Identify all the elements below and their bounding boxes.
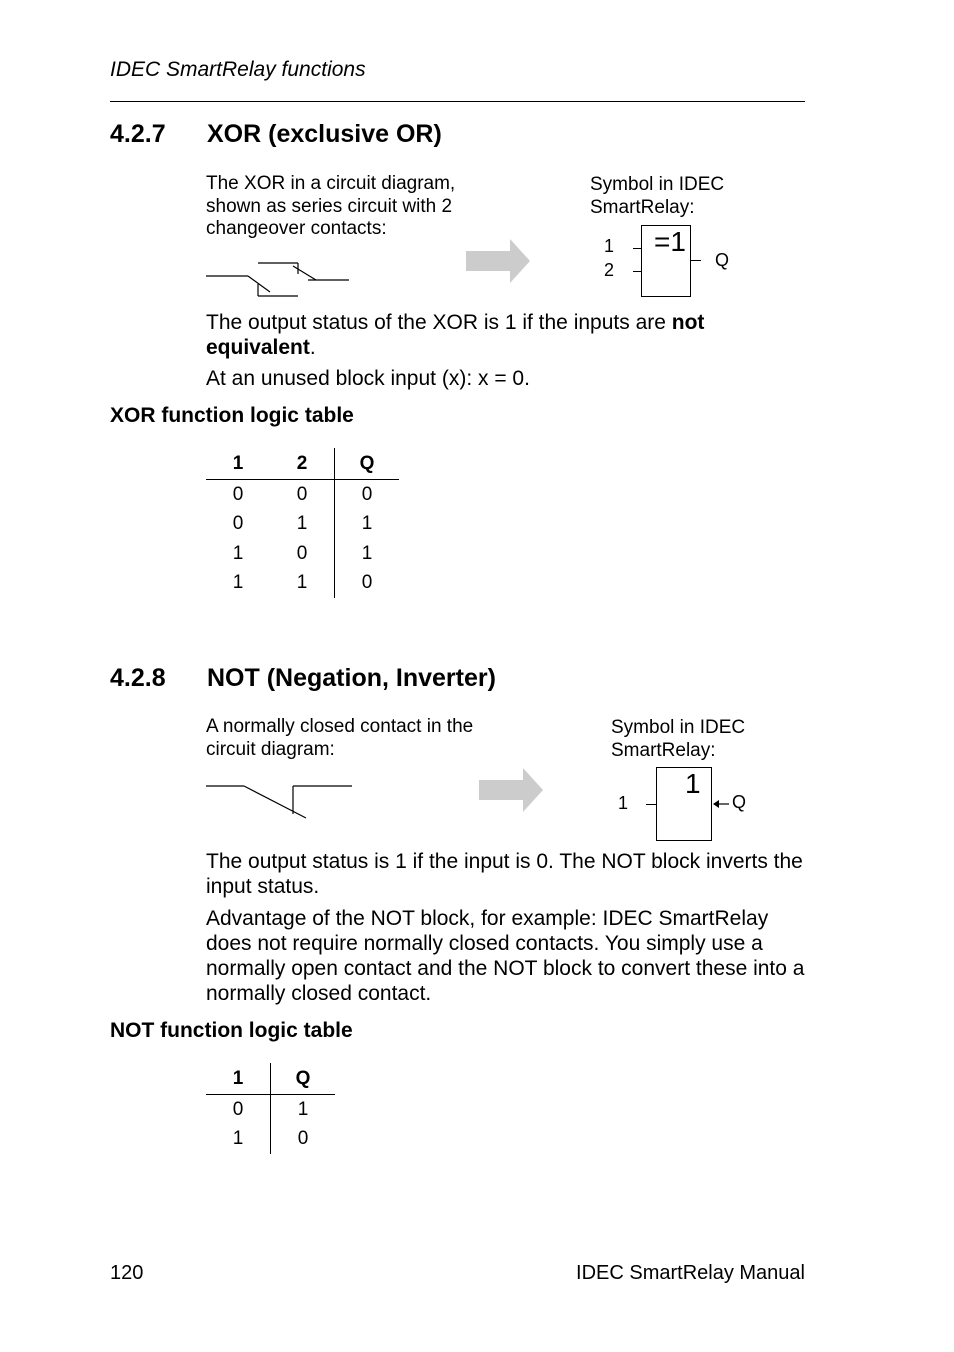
status-end: . [309, 336, 316, 359]
status-bold: not equivalent [206, 311, 705, 359]
xor-circuit-diagram [204, 256, 354, 302]
function-block [641, 225, 691, 297]
input-line [646, 804, 656, 805]
page-number: 120 [110, 1262, 144, 1284]
not-circuit-diagram [204, 780, 356, 822]
table-cell: 1 [335, 510, 400, 540]
block-label: =1 [654, 226, 686, 257]
table-cell: 0 [335, 569, 400, 599]
table-header-row [206, 1063, 335, 1095]
symbol-input-1: 1 [604, 236, 615, 256]
not-symbol-caption: Symbol in IDEC SmartRelay: [611, 717, 746, 761]
symbol-output: Q [732, 792, 747, 812]
manual-title: IDEC SmartRelay Manual [576, 1262, 805, 1284]
table-header: 1 [206, 448, 270, 480]
table-cell: 0 [232, 1098, 244, 1120]
table-row [206, 569, 399, 599]
not-logic-table [206, 1063, 335, 1154]
table-header: Q [335, 448, 400, 480]
section-title: NOT (Negation, Inverter) [207, 664, 496, 692]
xor-table-title: XOR function logic table [110, 404, 354, 427]
table-row [206, 480, 399, 510]
section-heading-xor [110, 120, 810, 152]
symbol-input-1: 1 [618, 793, 629, 813]
table-header-row [206, 448, 399, 480]
xor-unused-input-text: At an unused block input (x): x = 0. [206, 367, 530, 390]
not-circuit-caption: A normally closed contact in the circuit diagram: [206, 716, 474, 760]
section-title: XOR (exclusive OR) [207, 120, 442, 148]
table-cell: 0 [232, 513, 244, 535]
symbol-input-2: 2 [604, 260, 615, 280]
input-line [633, 271, 641, 272]
table-row [206, 510, 399, 540]
table-cell: 1 [232, 572, 244, 594]
xor-logic-table [206, 448, 399, 598]
not-advantage-text: Advantage of the NOT block, for example: IDEC SmartRelay does not require normally closed contacts. You simply use a normally open contact and the NOT block to convert these into a normally closed contact. [206, 907, 805, 1005]
arrow-icon [465, 238, 531, 284]
table-cell: 1 [232, 1128, 244, 1150]
table-cell: 1 [335, 539, 400, 569]
xor-block-symbol [600, 222, 740, 302]
table-cell: 0 [335, 480, 400, 510]
xor-symbol-caption: Symbol in IDEC SmartRelay: [590, 174, 725, 218]
table-header: 1 [206, 1063, 271, 1095]
table-cell: 0 [271, 1125, 336, 1155]
input-line [633, 248, 641, 249]
xor-circuit-caption: The XOR in a circuit diagram, shown as series circuit with 2 changeover contacts: [206, 173, 456, 239]
output-line [691, 260, 701, 261]
table-row [206, 1095, 335, 1125]
not-status-text: The output status is 1 if the input is 0. The NOT block inverts the input status. [206, 850, 803, 898]
xor-status-text [206, 310, 806, 360]
section-number: 4.2.7 [110, 120, 166, 148]
table-cell: 1 [296, 513, 308, 535]
table-cell: 1 [232, 542, 244, 564]
block-label: 1 [685, 768, 701, 799]
arrow-icon [478, 767, 544, 813]
not-table-title: NOT function logic table [110, 1019, 353, 1042]
table-row [206, 539, 399, 569]
not-block-symbol [612, 764, 762, 844]
table-cell: 1 [271, 1095, 336, 1125]
table-cell: 0 [296, 542, 308, 564]
function-block [656, 767, 712, 841]
symbol-output: Q [715, 250, 730, 270]
table-header: Q [271, 1063, 336, 1095]
section-number: 4.2.8 [110, 664, 166, 692]
status-text: The output status of the XOR is 1 if the inputs are [206, 311, 672, 334]
table-cell: 1 [296, 572, 308, 594]
table-cell: 0 [232, 483, 244, 505]
running-header: IDEC SmartRelay functions [110, 58, 366, 81]
header-rule [110, 101, 805, 102]
table-row [206, 1125, 335, 1155]
section-heading-not [110, 664, 810, 696]
table-header: 2 [270, 448, 335, 480]
table-cell: 0 [296, 483, 308, 505]
negation-arrow-icon [712, 798, 730, 810]
